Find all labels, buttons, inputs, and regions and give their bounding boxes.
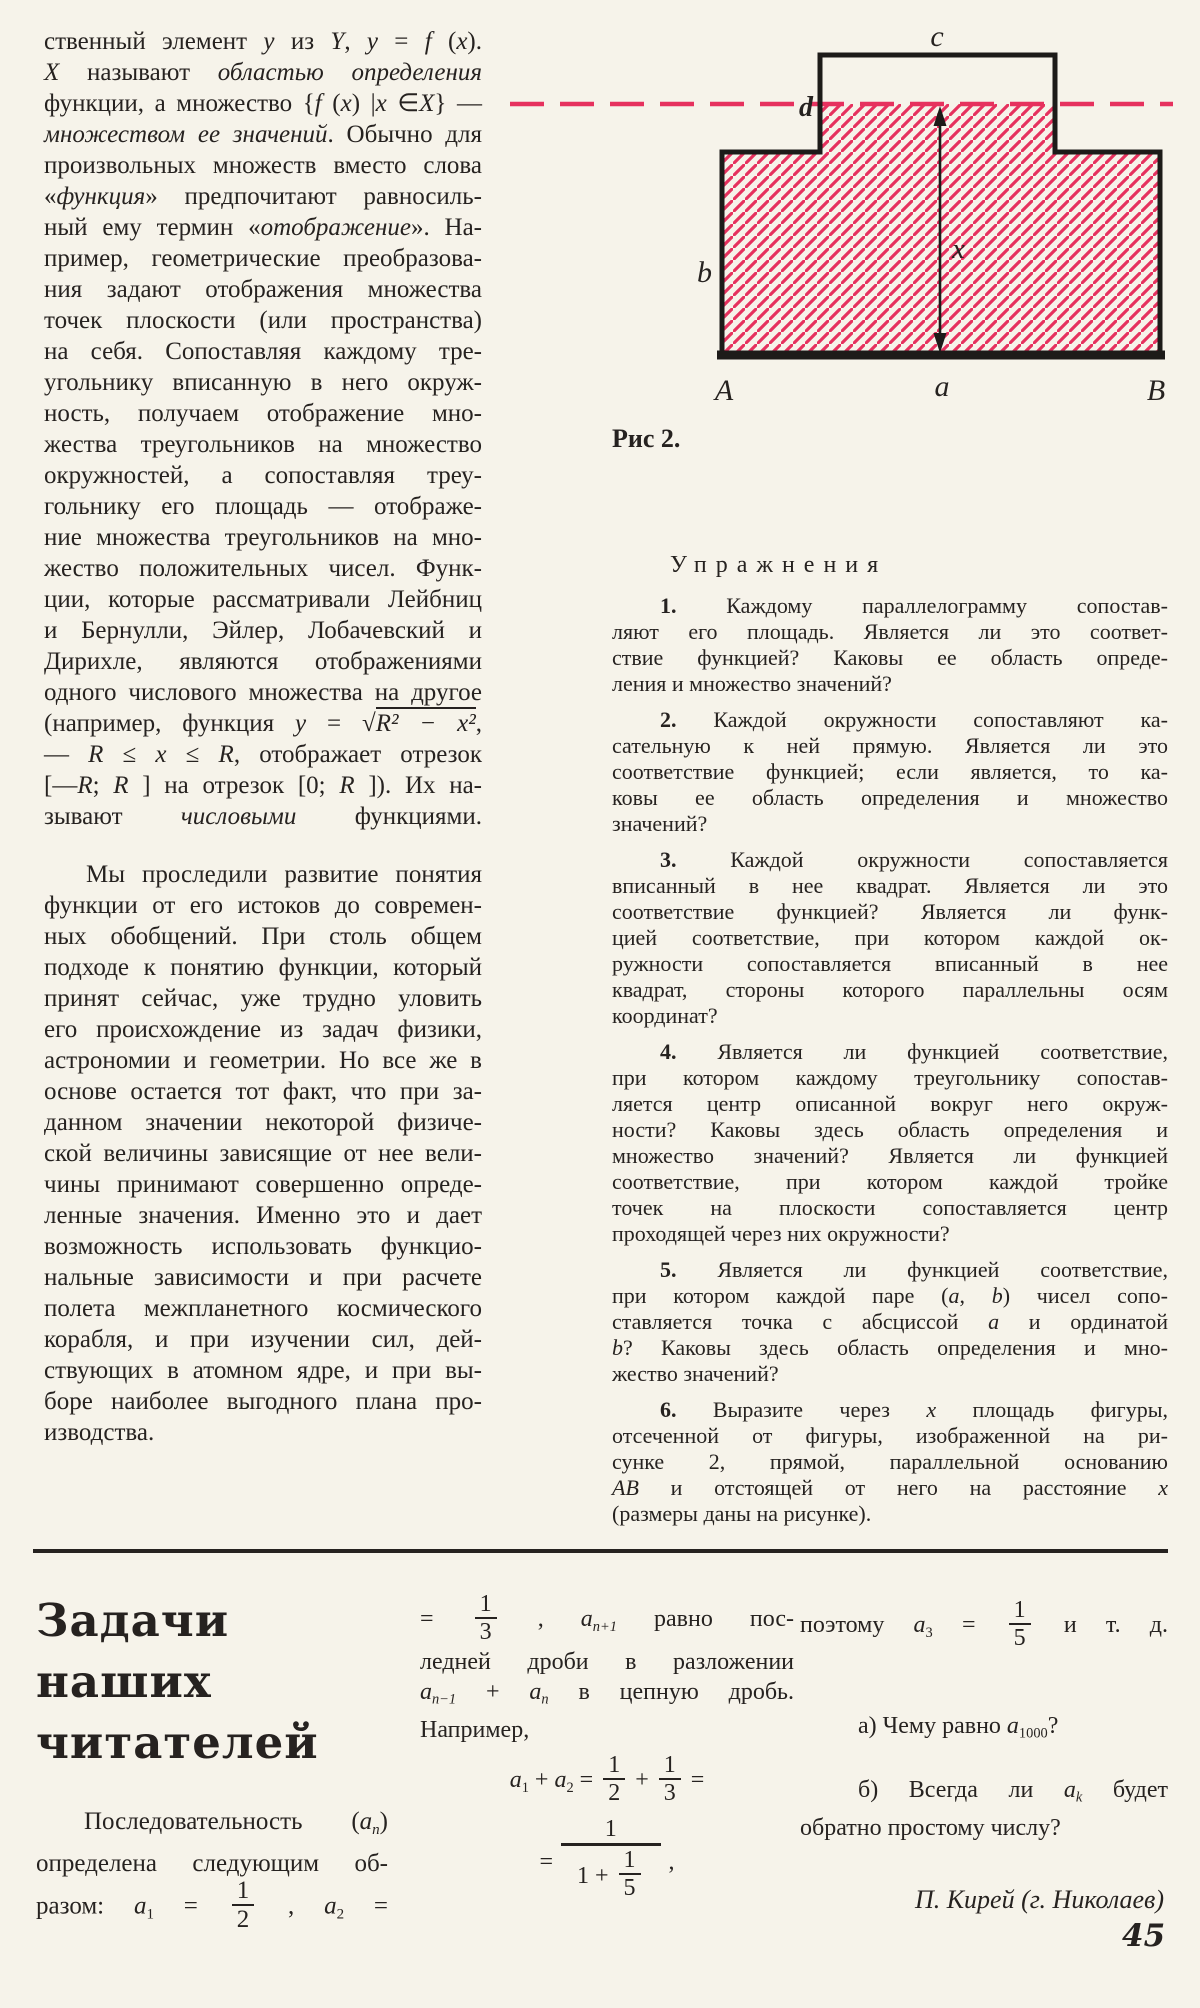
label-x: x xyxy=(952,233,965,265)
paragraph-summary: Мы проследили развитие понятия функции от его истоков до современ- ных обобщений. При столь общем подходе к понятию функции, который принят сейчас, уже трудно уловить его происхождение из задач физики, астрономии и геометрии. Но все же в основе остается тот факт, что при за- данном значении некоторой физиче- ской величины зависящие от нее вели- чины принимают совершенно опреде- ленные значения. Именно это и дает возможность использовать функцио- нальные зависимости и при расчете полета межпланетного космического корабля, и при изучении сил, дей- ствующих в атомном ядре, и при вы- боре наиболее выгодного плана про- изводства. xyxy=(44,861,482,1446)
label-c: c xyxy=(930,20,944,53)
exercises-section xyxy=(612,552,1168,1537)
figure-2-drawing xyxy=(505,20,1177,432)
big-fraction xyxy=(561,1816,661,1903)
sequence-definition-paragraph: Последовательность (an) определена следующим об- разом: a1 = $\frac{1}{2}$ , a2 = xyxy=(36,1808,388,1934)
figure-2 xyxy=(505,20,1177,432)
sequence-text: = $\frac{1}{3}$ , an+1 равно пос- ледней дроби в разложении an−1 + an в цепную дробь. Например, xyxy=(420,1591,795,1743)
question-a: а) Чему равно a1000? xyxy=(858,1713,1059,1742)
left-column xyxy=(44,26,482,1448)
den-left: 1 + xyxy=(577,1863,609,1890)
label-b: b xyxy=(697,256,712,289)
cfrac-equals: = xyxy=(539,1849,553,1876)
continued-fraction xyxy=(420,1816,794,1907)
questions-column xyxy=(800,1597,1168,1915)
page-number: 45 xyxy=(1122,1918,1166,1954)
readers-problems-heading: Задачи наших читателей xyxy=(36,1594,319,1769)
continued-fraction-column xyxy=(420,1591,795,1907)
exercise-3: 3. Каждой окружности сопоставляется вписанный в нее квадрат. Является ли это соответствие функцией? Является ли функ- цией соответствие, при котором каждой ок- ружности сопоставляется вписанный в нее квадрат, стороны которого параллельны осям координат? xyxy=(612,847,1168,1028)
exercise-6: 6. Выразите через x площадь фигуры, отсеченной от фигуры, изображенной на ри- сунке 2, прямой, параллельной основанию AB и отстоящей от него на расстояние x (размеры даны на рисунке). xyxy=(612,1397,1168,1526)
therefore-line: поэтому a3 = $\frac{1}{5}$ и т. д. xyxy=(800,1597,1168,1652)
label-corner-A: A xyxy=(714,374,734,407)
exercise-1: 1. Каждому параллелограмму сопостав- ляют его площадь. Является ли это соответ- ствие функцией? Каковы ее область опреде- ления и множество значений? xyxy=(612,593,1168,696)
exercise-2: 2. Каждой окружности сопоставляют ка- сательную к ней прямую. Является ли это соответствие функцией; если является, то ка- ковы ее область определения и множество значений? xyxy=(612,707,1168,836)
exercises-header: Упражнения xyxy=(670,552,888,578)
exercise-4: 4. Является ли функцией соответствие, при котором каждому треугольнику сопостав- ляется центр описанной вокруг него окруж- ности? Каковы здесь область определения и множество значений? Является ли функцией соответствие, при котором каждой тройке точек на плоскости сопоставляется центр проходящей через них окружности? xyxy=(612,1039,1168,1246)
author-signature: П. Кирей (г. Николаев) xyxy=(915,1884,1164,1914)
big-fraction-numerator: 1 xyxy=(604,1816,617,1843)
label-d: d xyxy=(799,92,813,123)
paragraph-functions: ственный элемент у из Y, y = f (x). X называют областью определения функции, а множество {f (x) |x ∈X} — множеством ее значений. Обычно для произвольных множеств вместо слова «функция» предпочитают равносиль- ный ему термин «отображение». На- пример, геометрические преобразова- ния задают отображения множества точек плоскости (или пространства) на себя. Сопоставляя каждому тре- угольнику вписанную в него окруж- ность, получаем отображение мно- жества треугольников на множество окружностей, а сопоставляя треу- гольнику его площадь — отображе- ние множества треугольников на мно- жество положительных чисел. Функ- ции, которые рассматривали Лейбниц и Бернулли, Эйлер, Лобачевский и Дирихле, являются отображениями одного числового множества на другое (например, функция y = √R² − x², — R ≤ x ≤ R, отображает отрезок [—R; R ] на отрезок [0; R ]). Их на- зывают числовыми функциями. xyxy=(44,28,483,830)
cfrac-comma: , xyxy=(668,1849,675,1876)
sum-equation: a1 + a2 = $\frac{1}{2}$ + $\frac{1}{3}$ = xyxy=(509,1751,705,1807)
readers-problems-column xyxy=(36,1590,388,1935)
label-corner-B: B xyxy=(1146,374,1166,407)
big-fraction-denominator xyxy=(561,1843,661,1903)
question-b: б) Всегда ли ak будет обратно простому числу? xyxy=(800,1776,1168,1841)
exercise-5: 5. Является ли функцией соответствие, при котором каждой паре (a, b) чисел сопо- ставляется точка с абсциссой a и ординатой b? Каковы здесь область определения и мно- жество значений? xyxy=(612,1257,1168,1386)
section-divider-rule xyxy=(33,1549,1168,1553)
figure-caption: Рис 2. xyxy=(612,424,681,453)
nested-fraction: $\frac{1}{5}$ xyxy=(619,1848,641,1901)
label-a: a xyxy=(934,370,950,403)
